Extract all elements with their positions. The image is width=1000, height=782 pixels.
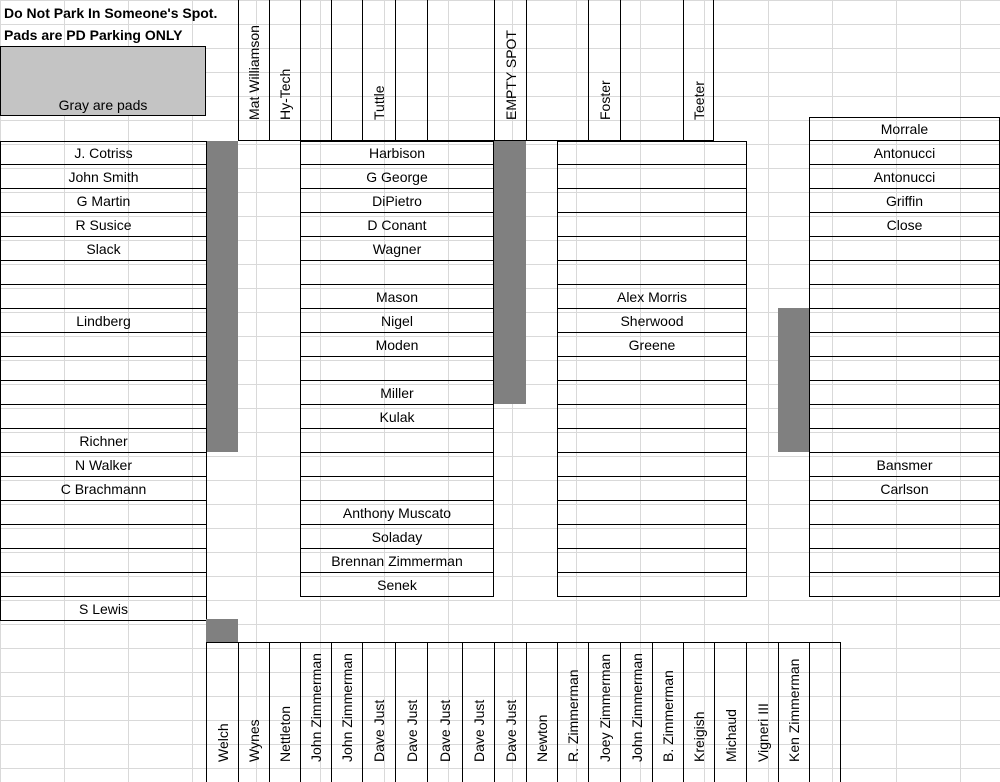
bottom-parking-spot-label: Nettleton [277, 705, 293, 762]
parking-spot: G George [300, 165, 494, 189]
parking-spot [557, 165, 747, 189]
parking-spot [0, 573, 207, 597]
parking-spot: Wagner [300, 237, 494, 261]
parking-spot: Nigel [300, 309, 494, 333]
parking-spot [557, 141, 747, 165]
parking-spot [809, 501, 1000, 525]
parking-spot [809, 357, 1000, 381]
parking-spot: Close [809, 213, 1000, 237]
bottom-parking-spot-label: John Zimmerman [628, 653, 645, 762]
top-parking-spot [427, 0, 494, 141]
bottom-parking-spot [395, 642, 427, 782]
parking-spot [0, 549, 207, 573]
parking-spot [809, 333, 1000, 357]
parking-spot: Mason [300, 285, 494, 309]
bottom-parking-spot-label: Dave Just [502, 699, 519, 762]
parking-spot: Richner [0, 429, 207, 453]
parking-spot [0, 405, 207, 429]
bottom-parking-spot-label: Michaud [722, 709, 739, 762]
pad-block-bottom [206, 619, 238, 642]
bottom-parking-spot-label: Welch [214, 723, 231, 762]
parking-spot [557, 381, 747, 405]
parking-spot [557, 453, 747, 477]
parking-spot [557, 357, 747, 381]
parking-spot: DiPietro [300, 189, 494, 213]
top-parking-spot-label: Teeter [690, 81, 707, 120]
bottom-parking-spot [300, 642, 331, 782]
parking-spot [557, 237, 747, 261]
bottom-parking-spot-label: Vigneri III [754, 703, 771, 762]
parking-spot [0, 525, 207, 549]
top-parking-spot [300, 0, 331, 141]
parking-spot [0, 357, 207, 381]
bottom-parking-spot [526, 642, 557, 782]
bottom-parking-spot-label: Dave Just [437, 699, 453, 762]
parking-spot: John Smith [0, 165, 207, 189]
bottom-parking-spot-label: John Zimmerman [308, 653, 324, 762]
pad-strip-right [778, 308, 809, 452]
parking-spot [557, 429, 747, 453]
parking-spot [300, 261, 494, 285]
bottom-parking-spot-label: Kreigish [691, 711, 707, 762]
parking-spot [557, 525, 747, 549]
bottom-parking-spot-label: R. Zimmerman [565, 669, 581, 762]
bottom-parking-spot-label: B. Zimmerman [660, 670, 676, 762]
top-parking-spot-label: Hy-Tech [277, 68, 293, 120]
parking-spot [557, 549, 747, 573]
bottom-parking-spot-label: Dave Just [371, 699, 387, 762]
parking-spot: J. Cotriss [0, 141, 207, 165]
top-parking-spot [683, 0, 714, 141]
parking-spot: Antonucci [809, 165, 1000, 189]
parking-spot [557, 189, 747, 213]
parking-spot [0, 285, 207, 309]
pad-legend-label: Gray are pads [58, 97, 148, 113]
title-line-2: Pads are PD Parking ONLY [4, 27, 183, 43]
parking-spot: Alex Morris [557, 285, 747, 309]
top-parking-spot-label: Foster [596, 80, 613, 120]
bottom-parking-spot-label: Ken Zimmerman [786, 658, 802, 762]
top-parking-spot [620, 0, 683, 141]
bottom-parking-spot [683, 642, 714, 782]
top-parking-spot [588, 0, 620, 141]
top-parking-spot [395, 0, 427, 141]
parking-spot [0, 261, 207, 285]
parking-spot: C Brachmann [0, 477, 207, 501]
parking-spot [809, 405, 1000, 429]
parking-spot: Carlson [809, 477, 1000, 501]
parking-spot [300, 357, 494, 381]
parking-spot: Slack [0, 237, 207, 261]
bottom-parking-spot [331, 642, 362, 782]
bottom-parking-spot [588, 642, 620, 782]
parking-spot [557, 501, 747, 525]
bottom-parking-spot [362, 642, 395, 782]
top-parking-spot-label: Tuttle [371, 85, 387, 120]
parking-spot [300, 453, 494, 477]
parking-spot: G Martin [0, 189, 207, 213]
pad-strip-left [207, 141, 238, 452]
parking-spot [557, 405, 747, 429]
parking-spot [0, 501, 207, 525]
parking-spot [809, 549, 1000, 573]
parking-spot [557, 573, 747, 597]
bottom-parking-spot [238, 642, 269, 782]
parking-spot [557, 213, 747, 237]
parking-spot: Moden [300, 333, 494, 357]
bottom-parking-spot [809, 642, 841, 782]
bottom-parking-spot-label: Wynes [246, 719, 262, 762]
top-parking-spot [362, 0, 395, 141]
parking-spot: Morrale [809, 117, 1000, 141]
bottom-parking-spot [746, 642, 778, 782]
top-parking-spot [238, 0, 269, 141]
bottom-parking-spot-label: John Zimmerman [339, 653, 355, 762]
parking-spot [809, 309, 1000, 333]
bottom-parking-spot [427, 642, 462, 782]
parking-spot [809, 429, 1000, 453]
bottom-parking-spot [206, 642, 238, 782]
parking-spot [809, 525, 1000, 549]
parking-spot [809, 381, 1000, 405]
parking-spot: R Susice [0, 213, 207, 237]
top-parking-spot [331, 0, 362, 141]
parking-spot: Griffin [809, 189, 1000, 213]
parking-spot [809, 237, 1000, 261]
bottom-parking-spot [652, 642, 683, 782]
parking-spot [300, 477, 494, 501]
parking-spot [0, 381, 207, 405]
parking-spot [809, 573, 1000, 597]
parking-spot: Greene [557, 333, 747, 357]
parking-spot: Anthony Muscato [300, 501, 494, 525]
parking-spot: Kulak [300, 405, 494, 429]
bottom-parking-spot [494, 642, 526, 782]
top-parking-spot [526, 0, 588, 141]
bottom-parking-spot-label: Dave Just [403, 699, 420, 762]
bottom-parking-spot [269, 642, 300, 782]
parking-spot: Antonucci [809, 141, 1000, 165]
top-parking-spot [269, 0, 300, 141]
parking-spot [809, 261, 1000, 285]
parking-spot: Lindberg [0, 309, 207, 333]
parking-spot: Miller [300, 381, 494, 405]
top-parking-spot-label: Mat Williamson [246, 25, 262, 120]
parking-spot: Harbison [300, 141, 494, 165]
title-line-1: Do Not Park In Someone's Spot. [4, 5, 218, 21]
parking-spot: S Lewis [0, 597, 207, 621]
bottom-parking-spot-label: Newton [534, 714, 550, 762]
parking-spot [0, 333, 207, 357]
pad-legend [0, 46, 206, 116]
parking-spot: Senek [300, 573, 494, 597]
parking-spot: Brennan Zimmerman [300, 549, 494, 573]
top-parking-spot [494, 0, 526, 141]
parking-spot: Soladay [300, 525, 494, 549]
bottom-parking-spot [620, 642, 652, 782]
bottom-parking-spot [557, 642, 588, 782]
parking-spot: N Walker [0, 453, 207, 477]
parking-spot: Bansmer [809, 453, 1000, 477]
parking-spot [300, 429, 494, 453]
parking-spot [557, 261, 747, 285]
pad-strip-center [494, 141, 526, 404]
parking-spot: D Conant [300, 213, 494, 237]
bottom-parking-spot [778, 642, 809, 782]
bottom-parking-spot [714, 642, 746, 782]
parking-spot [557, 477, 747, 501]
parking-spot [809, 285, 1000, 309]
top-parking-spot-label: EMPTY SPOT [502, 30, 519, 120]
bottom-parking-spot-label: Dave Just [470, 699, 487, 762]
bottom-parking-spot [462, 642, 494, 782]
bottom-parking-spot-label: Joey Zimmerman [596, 653, 613, 762]
parking-spot: Sherwood [557, 309, 747, 333]
